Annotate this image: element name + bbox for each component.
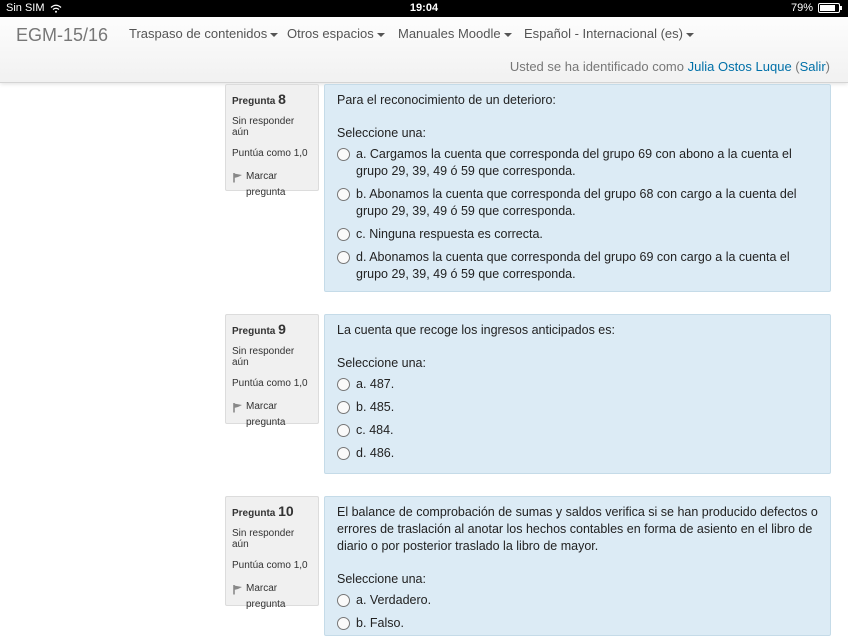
- answer-option-c[interactable]: c. Ninguna respuesta es correcta.: [337, 226, 818, 243]
- caret-down-icon: [686, 33, 694, 37]
- menu-traspaso[interactable]: Traspaso de contenidos: [129, 26, 278, 41]
- radio-button[interactable]: [337, 148, 350, 161]
- caret-down-icon: [270, 33, 278, 37]
- radio-button[interactable]: [337, 188, 350, 201]
- question-info: Pregunta 8 Sin responder aún Puntúa como 1,0 Marcar pregunta: [225, 84, 319, 191]
- flag-question-button[interactable]: Marcar pregunta: [232, 399, 312, 431]
- login-info: Usted se ha identificado como Julia Ostos Luque (Salir): [509, 59, 830, 74]
- menu-manuales-moodle[interactable]: Manuales Moodle: [398, 26, 512, 41]
- radio-button[interactable]: [337, 447, 350, 460]
- user-profile-link[interactable]: Julia Ostos Luque: [687, 59, 792, 74]
- question-number: 10: [278, 503, 294, 519]
- flag-icon: [232, 172, 243, 183]
- battery-icon: [818, 3, 840, 13]
- logout-link[interactable]: Salir: [799, 59, 826, 74]
- radio-button[interactable]: [337, 401, 350, 414]
- question-state: Sin responder aún: [232, 528, 295, 550]
- question-content: [324, 314, 831, 474]
- radio-button[interactable]: [337, 378, 350, 391]
- question-text: La cuenta que recoge los ingresos anticipados es:: [337, 323, 615, 337]
- answer-option-d[interactable]: d. 486.: [337, 445, 818, 462]
- caret-down-icon: [504, 33, 512, 37]
- question-number: 8: [278, 91, 286, 107]
- answer-prompt: Seleccione una:: [337, 126, 426, 140]
- question-grade: Puntúa como 1,0: [232, 148, 308, 159]
- battery-percent: 79%: [790, 2, 813, 14]
- carrier-label: Sin SIM: [6, 2, 45, 14]
- question-content: [324, 84, 831, 292]
- answer-prompt: Seleccione una:: [337, 356, 426, 370]
- answer-option-a[interactable]: a. Verdadero.: [337, 592, 818, 609]
- menu-language[interactable]: Español - Internacional (es): [524, 26, 694, 41]
- radio-button[interactable]: [337, 594, 350, 607]
- question-info: Pregunta 9 Sin responder aún Puntúa como 1,0 Marcar pregunta: [225, 314, 319, 424]
- flag-question-button[interactable]: Marcar pregunta: [232, 581, 312, 613]
- status-bar: [0, 0, 848, 17]
- answer-option-b[interactable]: b. Falso.: [337, 615, 818, 632]
- clock: 19:04: [409, 2, 439, 14]
- question-content: [324, 496, 831, 636]
- radio-button[interactable]: [337, 424, 350, 437]
- site-brand[interactable]: EGM-15/16: [16, 25, 109, 45]
- caret-down-icon: [377, 33, 385, 37]
- question-number: 9: [278, 321, 286, 337]
- answer-option-a[interactable]: a. Cargamos la cuenta que corresponda del grupo 69 con abono a la cuenta el grupo 29, 39, 49 ó 59 que corresponda.: [337, 146, 818, 180]
- answer-option-b[interactable]: b. 485.: [337, 399, 818, 416]
- question-state: Sin responder aún: [232, 116, 295, 138]
- answer-option-a[interactable]: a. 487.: [337, 376, 818, 393]
- question-info: Pregunta 10 Sin responder aún Puntúa como 1,0 Marcar pregunta: [225, 496, 319, 606]
- answer-option-d[interactable]: d. Abonamos la cuenta que corresponda del grupo 69 con cargo a la cuenta el grupo 29, 39, 49 ó 59 que corresponda.: [337, 249, 818, 283]
- answer-option-b[interactable]: b. Abonamos la cuenta que corresponda del grupo 68 con cargo a la cuenta del grupo 29, 39, 49 ó 59 que corresponda.: [337, 186, 818, 220]
- top-navbar: [0, 17, 848, 83]
- answer-prompt: Seleccione una:: [337, 572, 426, 586]
- question-grade: Puntúa como 1,0: [232, 378, 308, 389]
- question-grade: Puntúa como 1,0: [232, 560, 308, 571]
- radio-button[interactable]: [337, 617, 350, 630]
- radio-button[interactable]: [337, 251, 350, 264]
- answer-option-c[interactable]: c. 484.: [337, 422, 818, 439]
- flag-question-button[interactable]: Marcar pregunta: [232, 169, 312, 201]
- radio-button[interactable]: [337, 228, 350, 241]
- question-text: Para el reconocimiento de un deterioro:: [337, 93, 556, 107]
- flag-icon: [232, 584, 243, 595]
- flag-icon: [232, 402, 243, 413]
- question-text: El balance de comprobación de sumas y saldos verifica si se han producido defectos o errores de traslación al anotar los hechos contables en forma de asiento en el libro de diario o por posterior traslado la libro de mayor.: [337, 505, 818, 553]
- menu-otros-espacios[interactable]: Otros espacios: [287, 26, 385, 41]
- question-state: Sin responder aún: [232, 346, 295, 368]
